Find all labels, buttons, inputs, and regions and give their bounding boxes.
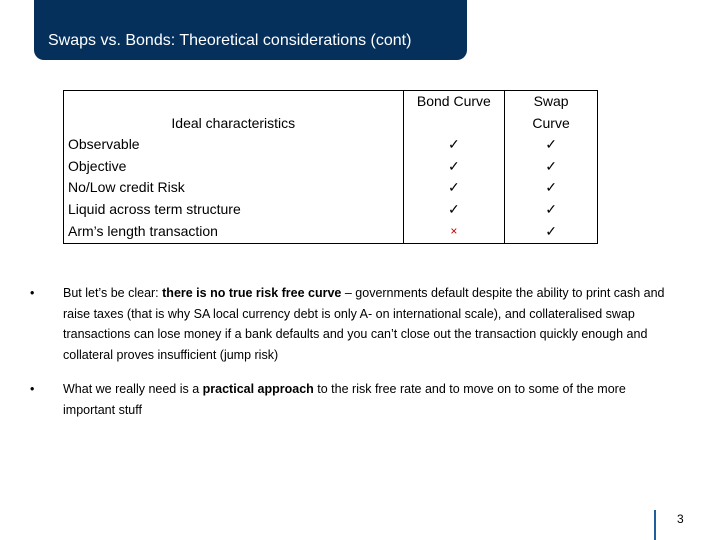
cross-icon: ×: [450, 224, 458, 238]
page-number-divider: [654, 510, 656, 540]
table-row: [64, 156, 598, 178]
table-row: [64, 220, 598, 243]
check-icon: ✓: [545, 179, 557, 195]
ideal-characteristics-header: Ideal characteristics: [64, 113, 404, 135]
check-icon: ✓: [448, 136, 460, 152]
swap-curve-header-line2: Curve: [505, 113, 598, 135]
check-icon: ✓: [545, 200, 557, 217]
bullet-emphasis: practical approach: [202, 382, 314, 396]
comparison-table: [63, 90, 598, 244]
bullet-emphasis: there is no true risk free curve: [162, 286, 342, 300]
row-label: Arm’s length transaction: [64, 220, 404, 243]
check-icon: ✓: [545, 157, 557, 174]
bullet-text: But let’s be clear:: [63, 286, 163, 300]
check-icon: ✓: [545, 136, 557, 152]
table-header-row-2: [64, 113, 598, 135]
check-icon: ✓: [448, 200, 460, 217]
bullet-list: [30, 283, 680, 434]
table-row: [64, 177, 598, 199]
bullet-marker: •: [30, 382, 35, 396]
check-icon: ✓: [448, 157, 460, 174]
slide-title: Swaps vs. Bonds: Theoretical considerations (cont): [48, 32, 412, 49]
check-icon: ✓: [545, 222, 557, 239]
bond-curve-header: Bond Curve: [403, 91, 505, 113]
bullet-marker: •: [30, 286, 35, 300]
title-bar: [34, 0, 467, 60]
bullet-text: What we really need is a: [63, 382, 203, 396]
bullet-item: [30, 283, 680, 365]
bullet-text: – governments default despite the ability to print cash and raise taxes (that is why SA local currency debt is only A- on international scale), and collateralised swap transactions can lose money if a bank defaults and you can’t close out the transaction quickly enough and collateral proves insufficient (jump risk): [63, 286, 665, 362]
check-icon: ✓: [448, 179, 460, 195]
row-label: Observable: [64, 134, 404, 156]
table-row: [64, 199, 598, 221]
page-number: 3: [677, 512, 684, 526]
table-row: [64, 134, 598, 156]
swap-curve-header-line1: Swap: [505, 91, 598, 113]
bullet-text: to the risk free rate and to move on to some of the more important stuff: [63, 382, 626, 417]
bullet-item: [30, 379, 680, 420]
row-label: Objective: [64, 156, 404, 178]
row-label: No/Low credit Risk: [64, 177, 404, 199]
row-label: Liquid across term structure: [64, 199, 404, 221]
table-header-row-1: [64, 91, 598, 113]
